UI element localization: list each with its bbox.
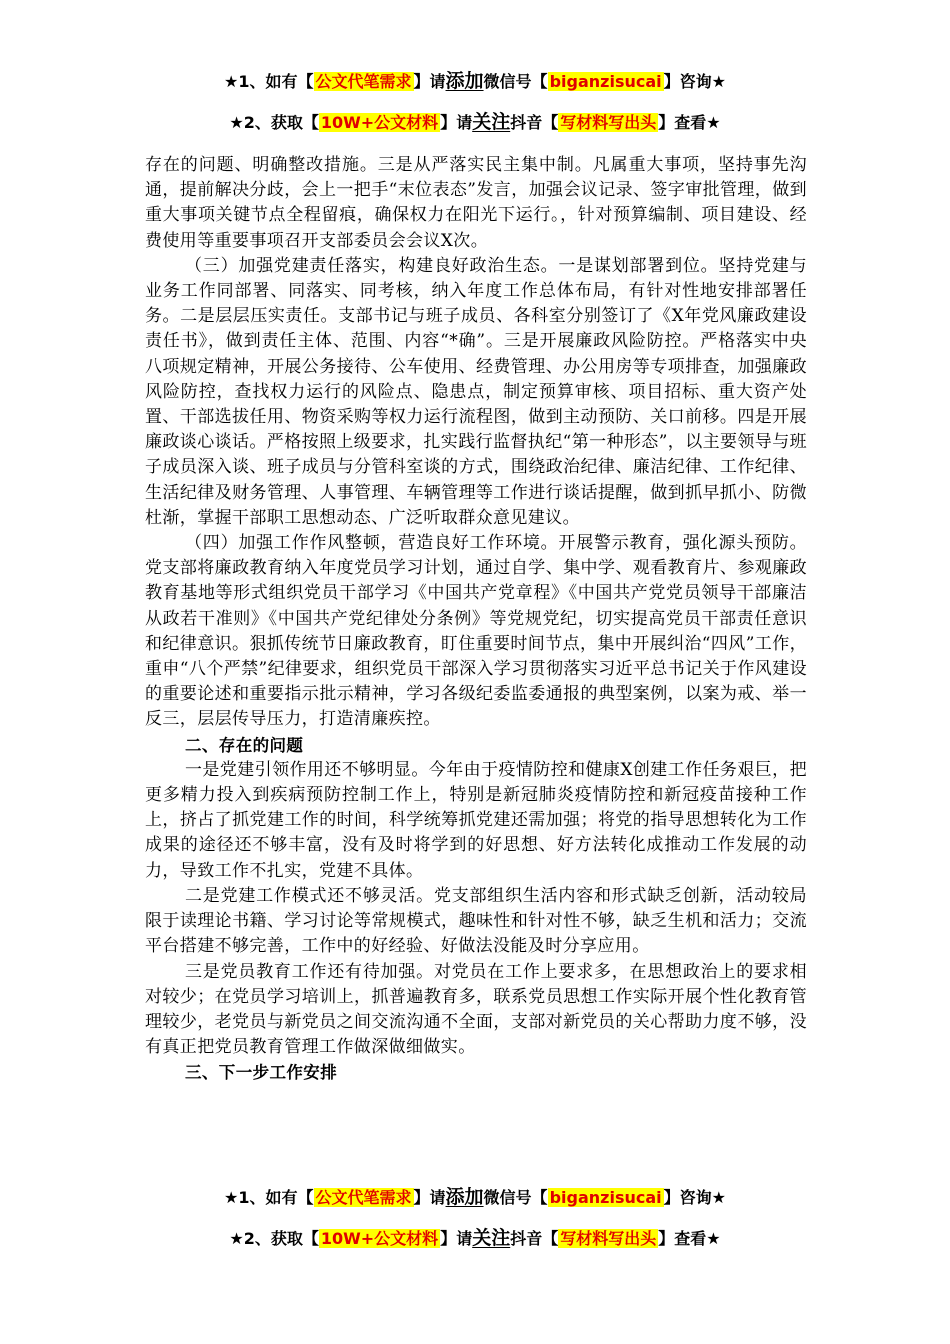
star-icon: ★ <box>224 1188 239 1207</box>
section-heading: 三、下一步工作安排 <box>185 1063 338 1083</box>
banner-text: 】请 <box>413 1188 446 1207</box>
emphasis-follow: 关注 <box>472 1227 511 1249</box>
highlight-service: 公文代笔需求 <box>315 1188 412 1207</box>
paragraph: （三）加强党建责任落实，构建良好政治生态。一是谋划部署到位。坚持党建与业务工作同部署、同落实、同考核，纳入年度工作总体布局，有针对性地安排部署任务。二是层层压实责任。支部书记与班子成员、各科室分别签订了《X年党风廉政建设责任书》，做到责任主体、范围、内容“*确”。三是开展廉政风险防控。严格落实中央八项规定精神，开展公务接待、公车使用、经费管理、办公用房等专项排查，加强廉政风险防控，查找权力运行的风险点、隐患点，制定预算审核、项目招标、重大资产处置、干部选拔任用、物资采购等权力运行流程图，做到主动预防、关口前移。四是开展廉政谈心谈话。严格按照上级要求，扎实践行监督执纪“第一种形态”，以主要领导与班子成员深入谈、班子成员与分管科室谈的方式，围绕政治纪律、廉洁纪律、工作纪律、生活纪律及财务管理、人事管理、车辆管理等工作进行谈话提醒，做到抓早抓小、防微杜渐，掌握干部职工思想动态、广泛听取群众意见建议。 <box>145 255 807 528</box>
paragraph: 一是党建引领作用还不够明显。今年由于疫情防控和健康X创建工作任务艰巨，把更多精力投入到疾病预防控制工作上，特别是新冠肺炎疫情防控和新冠疫苗接种工作上，挤占了抓党建工作的时间，科学统筹抓党建还需加强；将党的指导思想转化为工作成果的途径还不够丰富，没有及时将学到的好思想、好方法转化成推动工作发展的动力，导致工作不扎实，党建不具体。 <box>145 759 807 881</box>
star-icon: ★ <box>229 113 244 132</box>
paragraph: 二是党建工作模式还不够灵活。党支部组织生活内容和形式缺乏创新，活动较局限于读理论书籍、学习讨论等常规模式，趣味性和针对性不够，缺乏生机和活力；交流平台搭建不够完善，工作中的好经验、好做法没能及时分享应用。 <box>145 885 807 957</box>
banner-text: 】请 <box>440 1229 473 1248</box>
banner-text: 2、获取【 <box>243 113 319 132</box>
banner-text: 1、如有【 <box>238 1188 314 1207</box>
paragraph: 三是党员教育工作还有待加强。对党员在工作上要求多，在思想政治上的要求相对较少；在党员学习培训上，抓普遍教育多，联系党员思想工作实际开展个性化教育管理较少，老党员与新党员之间交流沟通不全面，支部对新党员的关心帮助力度不够，没有真正把党员教育管理工作做深做细做实。 <box>145 961 807 1058</box>
highlight-materials: 10W+公文材料 <box>320 113 439 132</box>
banner-text: 】咨询★ <box>663 72 726 91</box>
banner-text: 微信号【 <box>483 1188 548 1207</box>
highlight-douyin-name: 写材料写出头 <box>560 113 657 132</box>
banner-text: 】咨询★ <box>663 1188 726 1207</box>
header-banner-douyin <box>0 111 950 134</box>
footer-banner-wechat <box>0 1186 950 1209</box>
banner-text: 】查看★ <box>658 1229 721 1248</box>
emphasis-add: 添加 <box>445 70 484 92</box>
header-banner-wechat <box>0 70 950 93</box>
document-body <box>145 153 807 1086</box>
highlight-wechat-id: biganzisucai <box>549 72 662 91</box>
emphasis-add: 添加 <box>445 1186 484 1208</box>
paragraph: （四）加强工作作风整顿，营造良好工作环境。开展警示教育，强化源头预防。党支部将廉政教育纳入年度党员学习计划，通过自学、集中学、观看教育片、参观廉政教育基地等形式组织党员干部学习《中国共产党章程》《中国共产党党员领导干部廉洁从政若干准则》《中国共产党纪律处分条例》等党规党纪，切实提高党员干部责任意识和纪律意识。狠抓传统节日廉政教育，盯住重要时间节点，集中开展纠治“四风”工作，重申“八个严禁”纪律要求，组织党员干部深入学习贯彻落实习近平总书记关于作风建设的重要论述和重要指示批示精神，学习各级纪委监委通报的典型案例，以案为戒、举一反三，层层传导压力，打造清廉疾控。 <box>145 533 807 730</box>
banner-text: 抖音【 <box>510 113 559 132</box>
highlight-wechat-id: biganzisucai <box>549 1188 662 1207</box>
star-icon: ★ <box>224 72 239 91</box>
banner-text: 】请 <box>440 113 473 132</box>
banner-text: 】查看★ <box>658 113 721 132</box>
banner-text: 微信号【 <box>483 72 548 91</box>
star-icon: ★ <box>229 1229 244 1248</box>
emphasis-follow: 关注 <box>472 111 511 133</box>
banner-text: 1、如有【 <box>238 72 314 91</box>
footer-banner-douyin <box>0 1227 950 1250</box>
paragraph: 存在的问题、明确整改措施。三是从严落实民主集中制。凡属重大事项，坚持事先沟通，提前解决分歧，会上一把手“末位表态”发言，加强会议记录、签字审批管理，做到重大事项关键节点全程留痕，确保权力在阳光下运行。，针对预算编制、项目建设、经费使用等重要事项召开支部委员会会议X次。 <box>145 155 807 251</box>
highlight-douyin-name: 写材料写出头 <box>560 1229 657 1248</box>
banner-text: 抖音【 <box>510 1229 559 1248</box>
highlight-materials: 10W+公文材料 <box>320 1229 439 1248</box>
highlight-service: 公文代笔需求 <box>315 72 412 91</box>
banner-text: 】请 <box>413 72 446 91</box>
section-heading: 二、存在的问题 <box>185 735 304 755</box>
banner-text: 2、获取【 <box>243 1229 319 1248</box>
